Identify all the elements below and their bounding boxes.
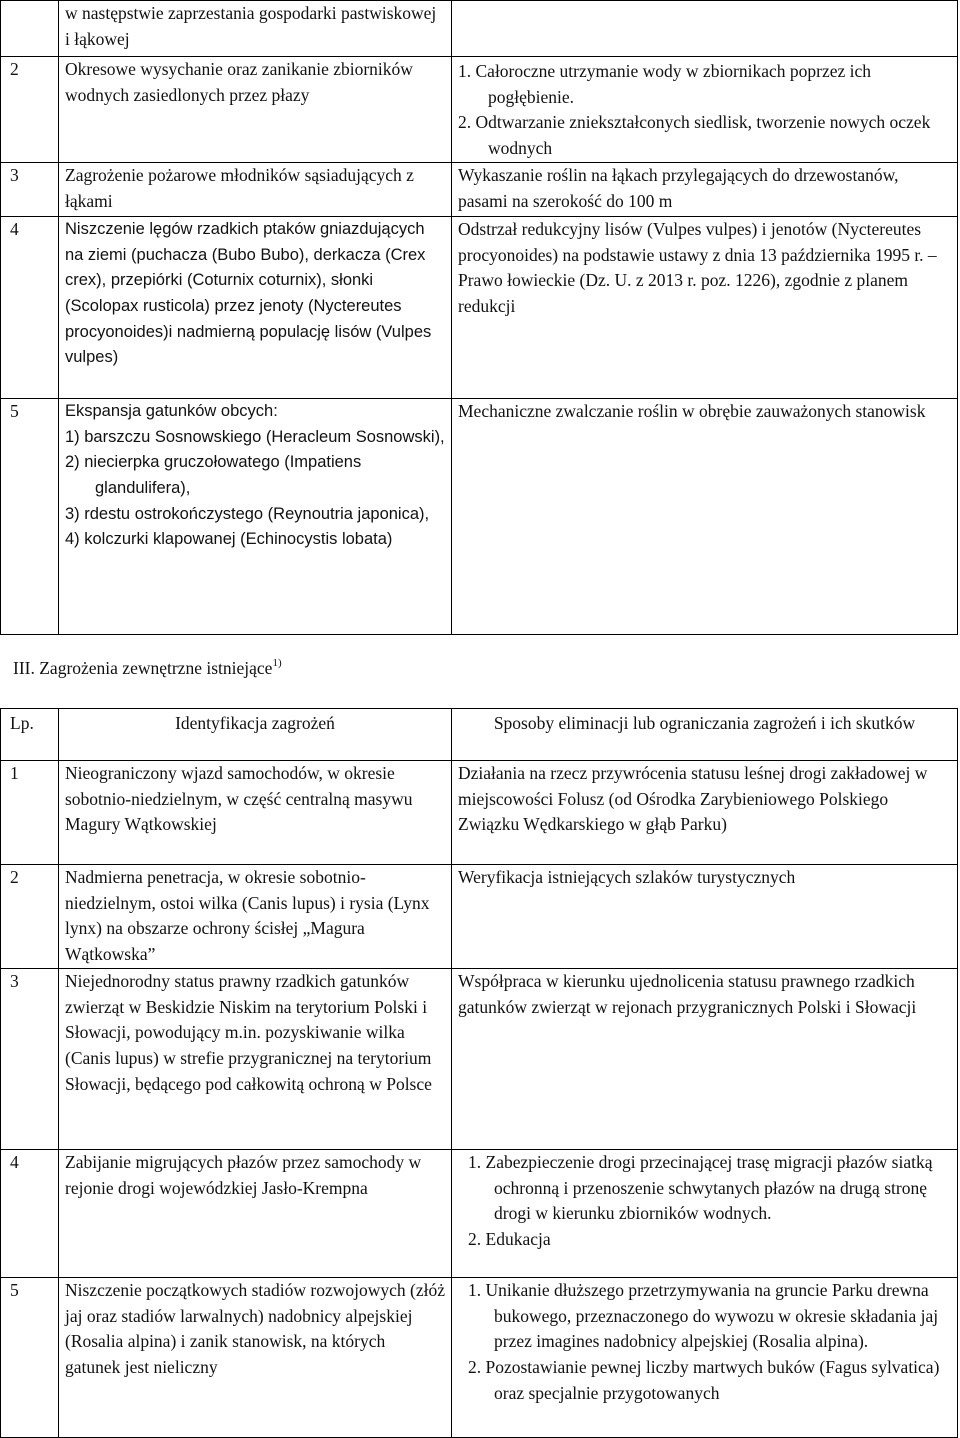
row-number: 2 (1, 865, 59, 969)
threat-cell: Niszczenie początkowych stadiów rozwojowych (złóż jaj oraz stadiów larwalnych) nadobnicy alpejskiej (Rosalia alpina) i zanik stanowisk, na których gatunek jest nieliczny (59, 1278, 452, 1438)
row-number (1, 1, 59, 57)
species-item: 2) niecierpka gruczołowatego (Impatiens glandulifera), (65, 453, 362, 497)
threats-table-external (0, 708, 958, 1438)
measures-cell (452, 1278, 958, 1438)
species-item: 4) kolczurki klapowanej (Echinocystis lobata) (65, 530, 393, 549)
threats-table-internal (0, 0, 958, 635)
measure-item: 2. Pozostawianie pewnej liczby martwych buków (Fagus sylvatica) oraz specjalnie przygotowanych (468, 1357, 940, 1403)
header-measures: Sposoby eliminacji lub ograniczania zagrożeń i ich skutków (452, 709, 958, 761)
measure-item: 1. Zabezpieczenie drogi przecinającej trasę migracji płazów siatką ochronną i przenoszenie schwytanych płazów na drugą stronę drogi w kierunku zbiorników wodnych. (468, 1152, 933, 1224)
row-number: 4 (1, 216, 59, 398)
table-row (1, 216, 958, 398)
measure-item: 2. Odtwarzanie zniekształconych siedlisk, tworzenie nowych oczek wodnych (458, 112, 931, 159)
table-row (1, 1278, 958, 1438)
table-header-row (1, 709, 958, 761)
section-heading (13, 657, 282, 679)
measure-item: 1. Unikanie dłuższego przetrzymywania na gruncie Parku drewna bukowego, przeznaczonego do wywozu w okresie składania jaj przez imagines nadobnicy alpejskiej (Rosalia alpina). (468, 1280, 939, 1352)
measure-item: 1. Całoroczne utrzymanie wody w zbiornikach poprzez ich pogłębienie. (458, 61, 872, 107)
threat-cell: Zabijanie migrujących płazów przez samochody w rejonie drogi wojewódzkiej Jasło-Krempna (59, 1150, 452, 1278)
table-row (1, 1, 958, 57)
threat-cell: Nadmierna penetracja, w okresie sobotnio-niedzielnym, ostoi wilka (Canis lupus) i rysia (Lynx lynx) na obszarze ochrony ścisłej „Magura Wątkowska” (59, 865, 452, 969)
threat-cell: Zagrożenie pożarowe młodników sąsiadujących z łąkami (59, 162, 452, 216)
measures-cell: Mechaniczne zwalczanie roślin w obrębie zauważonych stanowisk (452, 398, 958, 634)
table-row (1, 398, 958, 634)
threat-cell (59, 398, 452, 634)
row-number: 2 (1, 57, 59, 163)
row-number: 4 (1, 1150, 59, 1278)
table-row (1, 969, 958, 1150)
row-number: 1 (1, 761, 59, 865)
measure-item: 2. Edukacja (468, 1229, 551, 1250)
footnote-mark: 1) (272, 657, 282, 669)
table-row (1, 865, 958, 969)
measures-cell (452, 57, 958, 163)
threat-cell: Niszczenie lęgów rzadkich ptaków gniazdujących na ziemi (puchacza (Bubo Bubo), derkacza (Crex crex), przepiórki (Coturnix coturnix), słonki (Scolopax rusticola) przez jenoty (Nyctereutes procyonoides)i nadmierną populację lisów (Vulpes vulpes) (59, 216, 452, 398)
measures-cell: Współpraca w kierunku ujednolicenia statusu prawnego rzadkich gatunków zwierząt w rejonach przygranicznych Polski i Słowacji (452, 969, 958, 1150)
row-number: 3 (1, 969, 59, 1150)
threat-cell: w następstwie zaprzestania gospodarki pastwiskowej i łąkowej (59, 1, 452, 57)
threat-cell: Nieograniczony wjazd samochodów, w okresie sobotnio-niedzielnym, w część centralną masywu Magury Wątkowskiej (59, 761, 452, 865)
measures-cell (452, 1150, 958, 1278)
header-lp: Lp. (1, 709, 59, 761)
species-item: 1) barszczu Sosnowskiego (Heracleum Sosnowski), (65, 427, 445, 446)
threat-cell: Okresowe wysychanie oraz zanikanie zbiorników wodnych zasiedlonych przez płazy (59, 57, 452, 163)
measures-cell: Weryfikacja istniejących szlaków turystycznych (452, 865, 958, 969)
row-number: 3 (1, 162, 59, 216)
table-row (1, 1150, 958, 1278)
section-heading-text: III. Zagrożenia zewnętrzne istniejące (13, 658, 273, 678)
measures-cell: Wykaszanie roślin na łąkach przylegających do drzewostanów, pasami na szerokość do 100 m (452, 162, 958, 216)
measures-cell: Działania na rzecz przywrócenia statusu leśnej drogi zakładowej w miejscowości Folusz (od Ośrodka Zarybieniowego Polskiego Związku Wędkarskiego w głąb Parku) (452, 761, 958, 865)
measures-cell: Odstrzał redukcyjny lisów (Vulpes vulpes) i jenotów (Nyctereutes procyonoides) na podstawie ustawy z dnia 13 października 1995 r. – Prawo łowieckie (Dz. U. z 2013 r. poz. 1226), zgodnie z planem redukcji (452, 216, 958, 398)
table-row (1, 761, 958, 865)
row-number: 5 (1, 1278, 59, 1438)
threat-lead: Ekspansja gatunków obcych: (65, 401, 278, 420)
header-threat: Identyfikacja zagrożeń (59, 709, 452, 761)
table-row (1, 162, 958, 216)
measures-cell (452, 1, 958, 57)
threat-cell: Niejednorodny status prawny rzadkich gatunków zwierząt w Beskidzie Niskim na terytorium Polski i Słowacji, powodujący m.in. pozyskiwanie wilka (Canis lupus) w strefie przygranicznej na terytorium Słowacji, będącego pod całkowitą ochroną w Polsce (59, 969, 452, 1150)
row-number: 5 (1, 398, 59, 634)
species-item: 3) rdestu ostrokończystego (Reynoutria japonica), (65, 504, 430, 523)
table-row (1, 57, 958, 163)
